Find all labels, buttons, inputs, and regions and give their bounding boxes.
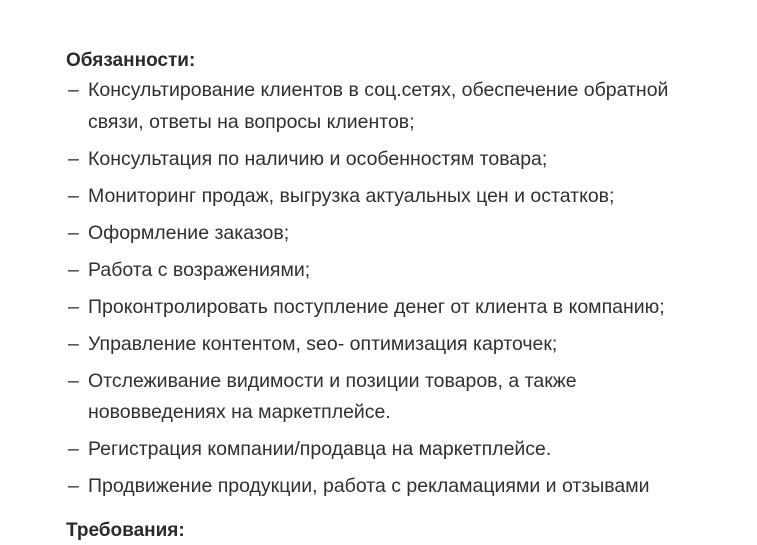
list-item bbox=[66, 292, 716, 324]
list-item-text: Оформление заказов; bbox=[88, 221, 290, 244]
list-item-text: Проконтролировать поступление денег от клиента в компанию; bbox=[88, 295, 665, 318]
list-item-text: Управление контентом, seo- оптимизация карточек; bbox=[88, 332, 558, 355]
list-item-text: Отслеживание видимости и позиции товаров, а также нововведениях на маркетплейсе. bbox=[88, 369, 577, 423]
list-item bbox=[66, 471, 716, 503]
list-item bbox=[66, 218, 716, 250]
list-item-text: Консультирование клиентов в соц.сетях, обеспечение обратной связи, ответы на вопросы клиентов; bbox=[88, 79, 669, 133]
dash-bullet-icon: – bbox=[68, 221, 79, 244]
list-item-text: Регистрация компании/продавца на маркетплейсе. bbox=[88, 438, 552, 460]
dash-bullet-icon: – bbox=[68, 147, 79, 170]
requirements-heading: Требования: bbox=[66, 519, 185, 541]
job-description bbox=[66, 47, 716, 545]
dash-bullet-icon: – bbox=[68, 475, 79, 497]
list-item bbox=[66, 255, 716, 287]
dash-bullet-icon: – bbox=[68, 369, 79, 392]
dash-bullet-icon: – bbox=[68, 438, 79, 460]
dash-bullet-icon: – bbox=[68, 332, 79, 355]
dash-bullet-icon: – bbox=[68, 79, 79, 101]
list-item-text: Продвижение продукции, работа с рекламациями и отзывами bbox=[88, 475, 650, 497]
duties-list bbox=[66, 75, 716, 503]
dash-bullet-icon: – bbox=[68, 258, 79, 281]
list-item bbox=[66, 181, 716, 213]
list-item bbox=[66, 144, 716, 176]
list-item-text: Консультация по наличию и особенностям товара; bbox=[88, 147, 548, 170]
list-item-text: Работа с возражениями; bbox=[88, 258, 311, 281]
dash-bullet-icon: – bbox=[68, 295, 79, 318]
list-item bbox=[66, 434, 716, 466]
list-item-text: Мониторинг продаж, выгрузка актуальных цен и остатков; bbox=[88, 184, 615, 207]
list-item bbox=[66, 75, 716, 138]
list-item bbox=[66, 366, 716, 429]
list-item bbox=[66, 329, 716, 361]
dash-bullet-icon: – bbox=[68, 184, 79, 207]
duties-heading: Обязанности: bbox=[66, 50, 196, 71]
